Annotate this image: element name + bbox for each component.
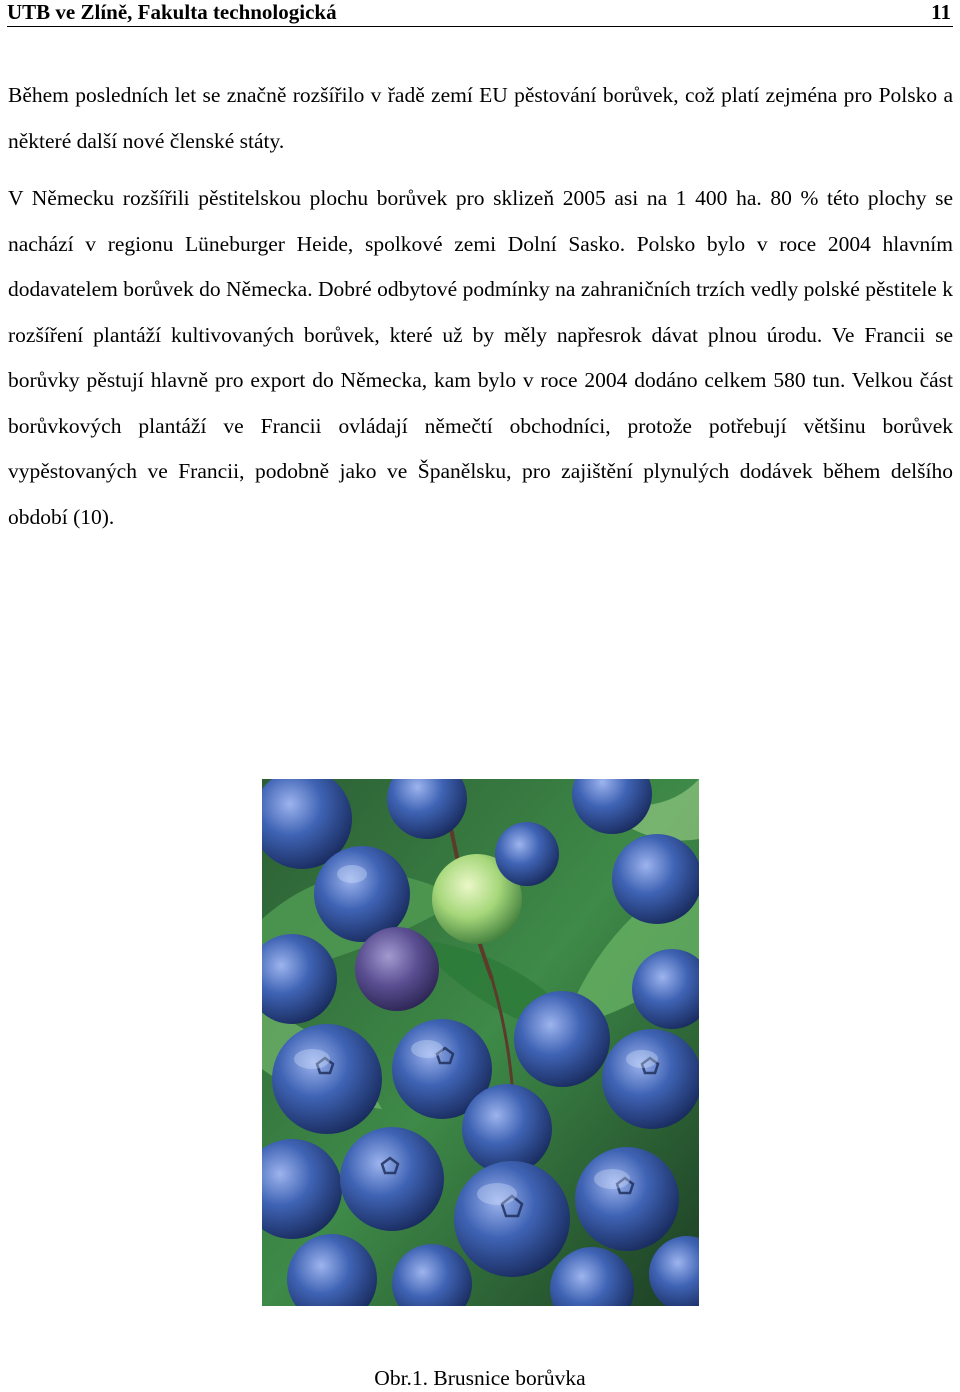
figure-caption: Obr.1. Brusnice borůvka [374,1366,586,1390]
paragraph-intro: Během posledních let se značně rozšířilo v řadě zemí EU pěstování borůvek, což platí zejména pro Polsko a některé další nové členské státy. [8,83,953,153]
blueberry-photo [262,779,699,1306]
page-number: 11 [931,0,951,24]
paragraph-germany: V Německu rozšířili pěstitelskou plochu borůvek pro sklizeň 2005 asi na 1 400 ha. 80 % této plochy se nachází v regionu Lüneburger Heide, spolkové zemi Dolní Sasko. Polsko bylo v roce 2004 hlavním dodavatelem borůvek do Německa. Dobré odbytové podmínky na zahraničních trzích vedly polské pěstitele k rozšíření plantáží kultivovaných borůvek, které už by měly napřesrok dávat plnou úrodu. Ve Francii se borůvky pěstují hlavně pro export do Německa, kam bylo v roce 2004 dodáno celkem 580 tun. Velkou část borůvkových plantáží ve Francii ovládají němečtí obchodníci, protože potřebují většinu borůvek vypěstovaných ve Francii, podobně jako ve Španělsku, pro zajištění plynulých dodávek během delšího období (10). [8,186,953,529]
page-header [7,0,953,27]
header-title: UTB ve Zlíně, Fakulta technologická [7,0,337,24]
blueberry-illustration [262,779,699,1306]
